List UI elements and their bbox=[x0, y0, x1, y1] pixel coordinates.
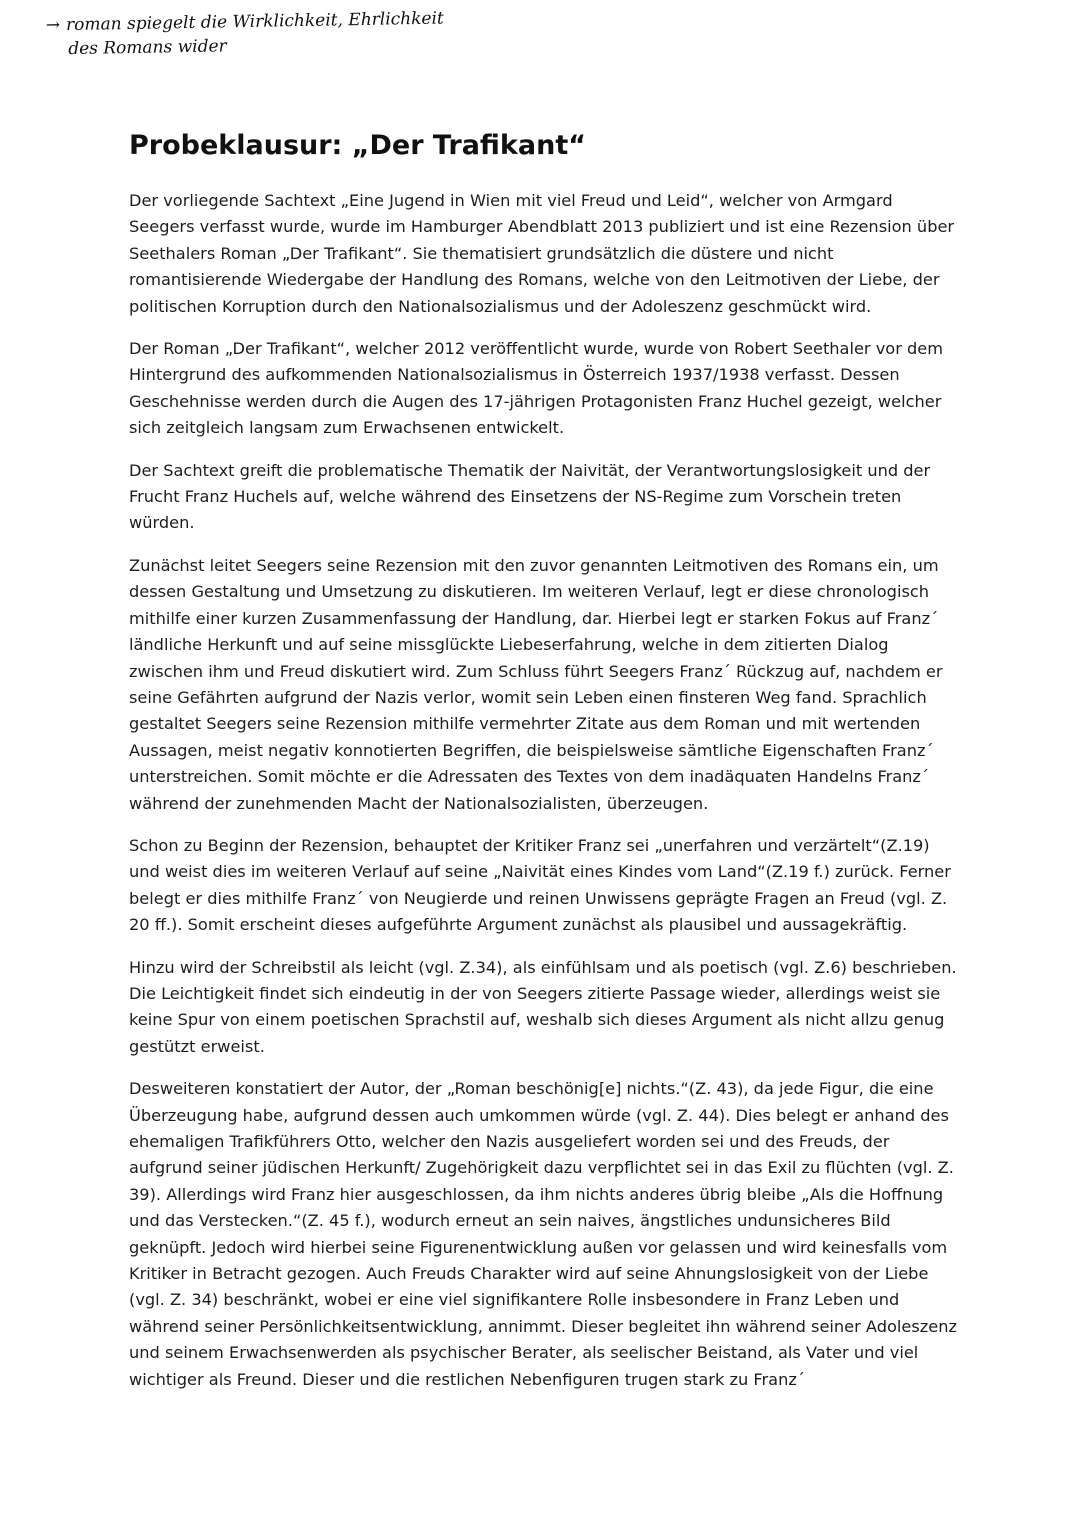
paragraph-introduction: Der vorliegende Sachtext „Eine Jugend in Wien mit viel Freud und Leid“, welcher von Armgard Seegers verfasst wurde, wurde im Hamburger Abendblatt 2013 publiziert und ist eine Rezension über Seethalers Roman „Der Trafikant“. Sie thematisiert grundsätzlich die düstere und nicht romantisierende Wiedergabe der Handlung des Romans, welche von den Leitmotiven der Liebe, der politischen Korruption durch den Nationalsozialismus und der Adoleszenz geschmückt wird. bbox=[129, 191, 955, 316]
paragraph-argument-characters: Desweiteren konstatiert der Autor, der „Roman beschönig[e] nichts.“(Z. 43), da jede Figur, die eine Überzeugung habe, aufgrund dessen auch umkommen würde (vgl. Z. 44). Dies belegt er anhand des ehemaligen Trafikführers Otto, welcher den Nazis ausgeliefert worden sei und des Freuds, der aufgrund seiner jüdischen Herkunft/ Zugehörigkeit dazu verpflichtet sei in das Exil zu flüchten (vgl. Z. 39). Allerdings wird Franz hier ausgeschlossen, da ihm nichts anderes übrig bleibe „Als die Hoffnung und das Verstecken.“(Z. 45 f.), wodurch erneut an sein naives, ängstliches undunsicheres Bild geknüpft. Jedoch wird hierbei seine Figurenentwicklung außen vor gelassen und wird keinesfalls vom Kritiker in Betracht gezogen. Auch Freuds Charakter wird auf seine Ahnungslosigkeit von der Liebe (vgl. Z. 34) beschränkt, wobei er eine viel signifikantere Rolle insbesondere in Franz Leben und während seiner Persönlichkeitsentwicklung, annimmt. Dieser begleitet ihn während seiner Adoleszenz und seinem Erwachsenwerden als psychischer Berater, als seelischer Beistand, als Vater und viel wichtiger als Freund. Dieser und die restlichen Nebenfiguren trugen stark zu Franz´ bbox=[129, 1079, 957, 1389]
paragraph-argument-style: Hinzu wird der Schreibstil als leicht (vgl. Z.34), als einfühlsam und als poetisch (vgl. Z.6) beschrieben. Die Leichtigkeit findet sich eindeutig in der von Seegers zitierte Passage wieder, allerdings weist sie keine Spur von einem poetischen Sprachstil auf, weshalb sich dieses Argument als nicht allzu genug gestützt erweist. bbox=[129, 957, 957, 1056]
handwritten-note-line-1: roman spiegelt die Wirklichkeit, Ehrlichkeit bbox=[65, 8, 444, 36]
document-body bbox=[129, 124, 959, 1409]
paragraph-novel-context: Der Roman „Der Trafikant“, welcher 2012 veröffentlicht wurde, wurde von Robert Seethaler vor dem Hintergrund des aufkommenden Nationalsozialismus in Österreich 1937/1938 verfasst. Dessen Geschehnisse werden durch die Augen des 17-jährigen Protagonisten Franz Huchel gezeigt, welcher sich zeitgleich langsam zum Erwachsenen entwickelt. bbox=[129, 339, 944, 438]
arrow-icon: → bbox=[45, 15, 61, 36]
page-title: Probeklausur: „Der Trafikant“ bbox=[129, 130, 586, 161]
paragraph-argument-naivety: Schon zu Beginn der Rezension, behauptet der Kritiker Franz sei „unerfahren und verzärtelt“(Z.19) und weist dies im weiteren Verlauf auf seine „Naivität eines Kindes vom Land“(Z.19 f.) zurück. Ferner belegt er dies mithilfe Franz´ von Neugierde und reinen Unwissens geprägte Fragen an Freud (vgl. Z. 20 ff.). Somit erscheint dieses aufgeführte Argument zunächst als plausibel und aussagekräftig. bbox=[129, 835, 951, 935]
paragraph-thematic-focus: Der Sachtext greift die problematische Thematik der Naivität, der Verantwortungslosigkeit und der Frucht Franz Huchels auf, welche während des Einsetzens der NS-Regime zum Vorschein treten würden. bbox=[129, 460, 931, 533]
paragraph-structure-analysis: Zunächst leitet Seegers seine Rezension mit den zuvor genannten Leitmotiven des Romans ein, um dessen Gestaltung und Umsetzung zu diskutieren. Im weiteren Verlauf, legt er diese chronologisch mithilfe einer kurzen Zusammenfassung der Handlung, dar. Hierbei legt er starken Fokus auf Franz´ ländliche Herkunft und auf seine missglückte Liebeserfahrung, welche in dem zitierten Dialog zwischen ihm und Freud diskutiert wird. Zum Schluss führt Seegers Franz´ Rückzug auf, nachdem er seine Gefährten aufgrund der Nazis verlor, womit sein Leben einen finsteren Weg fand. Sprachlich gestaltet Seegers seine Rezension mithilfe vermehrter Zitate aus dem Roman und mit wertenden Aussagen, meist negativ konnotierten Begriffen, die beispielsweise sämtliche Eigenschaften Franz´ unterstreichen. Somit möchte er die Adressaten des Textes von dem inadäquaten Handelns Franz´ während der zunehmenden Macht der Nationalsozialisten, überzeugen. bbox=[129, 555, 943, 813]
handwritten-note-line-2: des Romans wider bbox=[68, 36, 227, 60]
handwritten-note bbox=[46, 7, 445, 62]
